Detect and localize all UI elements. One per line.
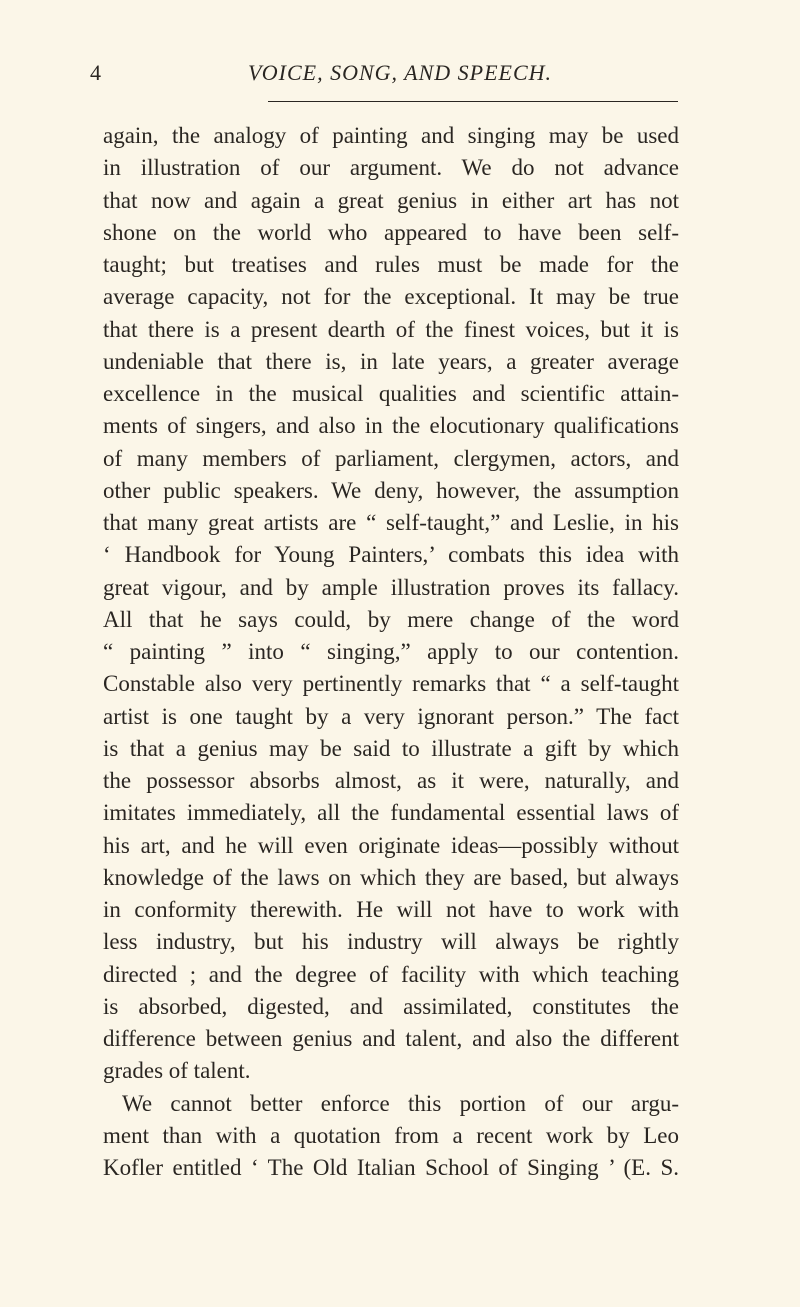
text-line: Constable also very pertinently remarks that “ a self-taught bbox=[103, 671, 679, 697]
text-line: excellence in the musical qualities and scientific attain- bbox=[103, 381, 679, 406]
running-head bbox=[0, 58, 800, 88]
running-title: VOICE, SONG, AND SPEECH. bbox=[247, 60, 553, 85]
text-line: knowledge of the laws on which they are based, but always bbox=[103, 864, 679, 890]
text-line: the possessor absorbs almost, as it were, naturally, and bbox=[103, 768, 679, 793]
text-line: grades of talent. bbox=[103, 1058, 251, 1084]
text-line: of many members of parliament, clergymen, actors, and bbox=[103, 445, 679, 471]
text-line: again, the analogy of painting and singing may be used bbox=[103, 123, 679, 148]
header-rule bbox=[268, 101, 678, 102]
text-line: other public speakers. We deny, however, the assumption bbox=[103, 477, 679, 503]
page-number: 4 bbox=[90, 60, 101, 85]
text-line: his art, and he will even originate ideas—possibly without bbox=[103, 832, 679, 858]
text-line: average capacity, not for the exceptional. It may be true bbox=[103, 284, 679, 310]
text-line: artist is one taught by a very ignorant person.” The fact bbox=[103, 703, 679, 729]
text-line: in conformity therewith. He will not have to work with bbox=[103, 897, 679, 922]
text-line: All that he says could, by mere change of the word bbox=[103, 606, 679, 632]
text-line: that many great artists are “ self-taught,” and Leslie, in his bbox=[103, 510, 679, 535]
text-line: less industry, but his industry will always be rightly bbox=[103, 929, 679, 955]
text-line: that now and again a great genius in either art has not bbox=[103, 187, 679, 213]
text-line: directed ; and the degree of facility with which teaching bbox=[103, 961, 679, 987]
text-line: imitates immediately, all the fundamental essential laws of bbox=[103, 800, 679, 826]
text-line: great vigour, and by ample illustration proves its fallacy. bbox=[103, 574, 679, 600]
text-line: Kofler entitled ‘ The Old Italian School of Singing ’ (E. S. bbox=[103, 1155, 679, 1180]
text-line: ‘ Handbook for Young Painters,’ combats this idea with bbox=[103, 542, 679, 568]
text-line: “ painting ” into “ singing,” apply to our contention. bbox=[103, 639, 679, 664]
text-line: in illustration of our argument. We do not advance bbox=[103, 155, 679, 181]
text-line: is that a genius may be said to illustrate a gift by which bbox=[103, 735, 679, 761]
text-line: ments of singers, and also in the elocutionary qualifications bbox=[103, 413, 679, 439]
text-line: We cannot better enforce this portion of our argu- bbox=[122, 1090, 679, 1116]
paragraph-1 bbox=[103, 120, 679, 1088]
paragraph-2 bbox=[103, 1088, 679, 1185]
text-line: is absorbed, digested, and assimilated, constitutes the bbox=[103, 993, 679, 1019]
text-line: shone on the world who appeared to have been self- bbox=[103, 219, 679, 245]
text-line: ment than with a quotation from a recent work by Leo bbox=[103, 1122, 679, 1148]
text-line: difference between genius and talent, and also the different bbox=[103, 1026, 679, 1051]
body-text bbox=[103, 120, 679, 1184]
text-line: that there is a present dearth of the finest voices, but it is bbox=[103, 316, 679, 342]
text-line: undeniable that there is, in late years, a greater average bbox=[103, 348, 679, 374]
text-line: taught; but treatises and rules must be made for the bbox=[103, 252, 679, 277]
